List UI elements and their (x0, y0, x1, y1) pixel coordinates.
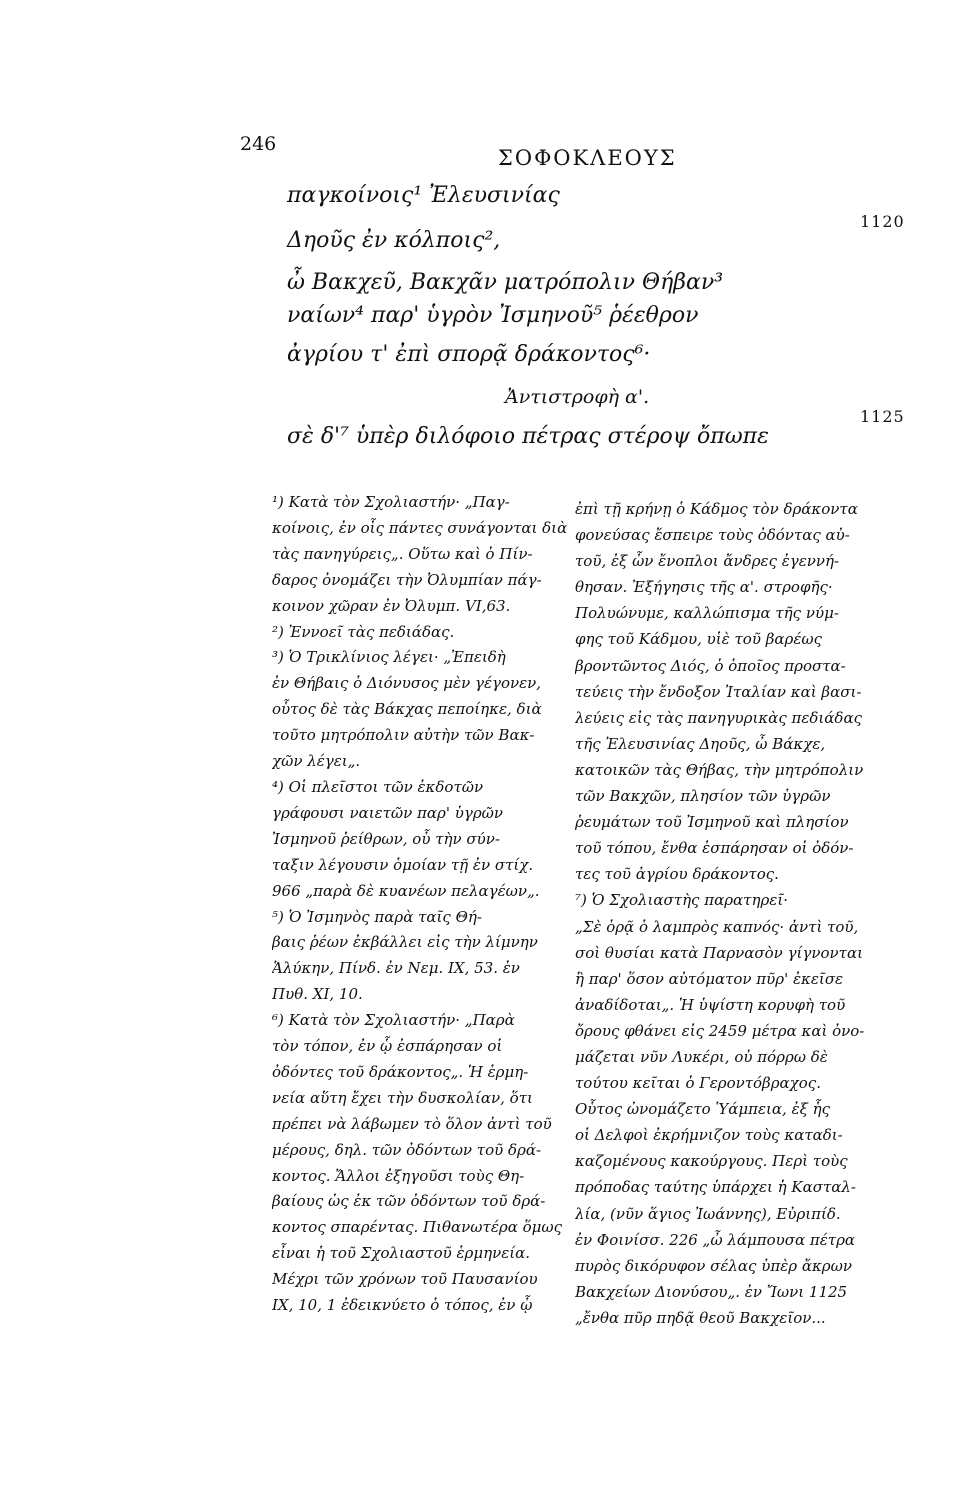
footnote-line: πυρὸς δικόρυφον σέλας ὑπὲρ ἄκρων (575, 1256, 852, 1275)
footnote-line: νεία αὕτη ἔχει τὴν δυσκολίαν, ὅτι (272, 1088, 533, 1107)
footnote-line: ³) Ὁ Τρικλίνιος λέγει· „Ἐπειδὴ (272, 648, 506, 667)
footnote-line: λεύεις εἰς τὰς πανηγυρικὰς πεδιάδας (575, 708, 862, 727)
verse-line: σὲ δ'⁷ ὑπὲρ διλόφοιο πέτρας στέροψ ὄπωπε (287, 424, 769, 449)
footnote-line: ⁷) Ὁ Σχολιαστὴς παρατηρεῖ· (575, 891, 788, 910)
footnote-line: Πυθ. XI, 10. (272, 985, 363, 1004)
footnote-line: εἶναι ἡ τοῦ Σχολιαστοῦ ἑρμηνεία. (272, 1244, 531, 1263)
footnote-line: ὀδόντες τοῦ δράκοντος„. Ἡ ἑρμη- (272, 1062, 529, 1081)
footnote-line: καζομένους κακούργους. Περὶ τοὺς (575, 1152, 848, 1171)
footnote-line: τεύεις τὴν ἔνδοξον Ἰταλίαν καὶ βασι- (575, 682, 862, 701)
footnote-line: κοντος. Ἄλλοι ἐξηγοῦσι τοὺς Θη- (272, 1166, 525, 1185)
footnote-line: ἐν Φοινίσσ. 226 „ὦ λάμπουσα πέτρα (575, 1230, 856, 1249)
footnote-line: κοίνοις, ἐν οἷς πάντες συνάγονται διὰ (272, 518, 568, 537)
footnote-line: χῶν λέγει„. (272, 752, 361, 771)
footnote-line: τὸν τόπον, ἐν ᾧ ἐσπάρησαν οἱ (272, 1037, 503, 1056)
footnote-line: πρέπει νὰ λάβωμεν τὸ ὅλον ἀντὶ τοῦ (272, 1114, 552, 1133)
footnote-line: τῶν Βακχῶν, πλησίον τῶν ὑγρῶν (575, 787, 831, 806)
footnote-line: λία, (νῦν ἅγιος Ἰωάννης), Εὐριπίδ. (575, 1204, 841, 1223)
footnote-line: τοῦ, ἐξ ὧν ἔνοπλοι ἄνδρες ἐγεννή- (575, 552, 840, 571)
footnotes-right-column (575, 496, 905, 1331)
footnote-line: οὗτος δὲ τὰς Βάκχας πεποίηκε, διὰ (272, 700, 542, 719)
footnote-line: βαίους ὡς ἐκ τῶν ὀδόντων τοῦ δρά- (272, 1192, 546, 1211)
verse-line: ὦ Βακχεῦ, Βακχᾶν ματρόπολιν Θήβαν³ (287, 270, 724, 295)
verse-line: ναίων⁴ παρ' ὑγρὸν Ἰσμηνοῦ⁵ ῥέεθρον (287, 303, 699, 328)
footnote-line: ἐν Θήβαις ὁ Διόνυσος μὲν γέγονεν, (272, 674, 542, 693)
footnote-line: Οὗτος ὠνομάζετο Ὑάμπεια, ἐξ ἧς (575, 1100, 831, 1119)
footnote-line: κοινον χῶραν ἐν Ὀλυμπ. VI,63. (272, 596, 511, 615)
page-number: 246 (240, 133, 277, 155)
verse-line: ἀγρίου τ' ἐπὶ σπορᾷ δράκοντος⁶· (287, 342, 651, 367)
footnote-line: τες τοῦ ἀγρίου δράκοντος. (575, 865, 779, 884)
footnote-line: ἢ παρ' ὅσον αὐτόματον πῦρ' ἐκεῖσε (575, 969, 844, 988)
footnote-line: βαις ῥέων ἐκβάλλει εἰς τὴν λίμνην (272, 933, 538, 952)
footnote-line: μάζεται νῦν Λυκέρι, οὐ πόρρω δὲ (575, 1047, 828, 1066)
section-heading: Ἀντιστροφὴ α'. (505, 386, 650, 408)
footnote-line: φονεύσας ἔσπειρε τοὺς ὀδόντας αὐ- (575, 526, 850, 545)
running-head: ΣΟΦΟΚΛΕΟΥΣ (498, 146, 677, 170)
line-number: 1120 (860, 212, 905, 231)
footnote-line: τὰς πανηγύρεις„. Οὕτω καὶ ὁ Πίν- (272, 544, 533, 563)
footnote-line: ῥευμάτων τοῦ Ἰσμηνοῦ καὶ πλησίον (575, 813, 849, 832)
footnote-line: „Σὲ ὁρᾷ ὁ λαμπρὸς καπνός· ἀντὶ τοῦ, (575, 917, 859, 936)
footnote-line: ²) Ἐννοεῖ τὰς πεδιάδας. (272, 622, 455, 641)
footnote-line: γράφουσι ναιετῶν παρ' ὑγρῶν (272, 803, 503, 822)
footnote-line: Ἰσμηνοῦ ῥείθρων, οὗ τὴν σύν- (272, 829, 500, 848)
footnote-line: βροντῶντος Διός, ὁ ὁποῖος προστα- (575, 656, 846, 675)
footnote-line: Ἁλύκην, Πίνδ. ἐν Νεμ. IX, 53. ἐν (272, 959, 520, 978)
footnote-line: Πολυώνυμε, καλλώπισμα τῆς νύμ- (575, 604, 839, 623)
line-number: 1125 (860, 407, 905, 426)
footnote-line: ⁶) Κατὰ τὸν Σχολιαστήν· „Παρὰ (272, 1011, 515, 1030)
footnote-line: τούτου κεῖται ὁ Γεροντόβραχος. (575, 1074, 821, 1093)
footnote-line: τοῦ τόπου, ἔνθα ἐσπάρησαν οἱ ὀδόν- (575, 839, 854, 858)
footnote-line: ἀναδίδοται„. Ἡ ὑψίστη κορυφὴ τοῦ (575, 995, 846, 1014)
verse-line: παγκοίνοις¹ Ἐλευσινίας (287, 183, 560, 208)
footnote-line: ⁴) Οἱ πλεῖστοι τῶν ἐκδοτῶν (272, 777, 484, 796)
footnotes-left-column (272, 490, 602, 1319)
footnote-line: πρόποδας ταύτης ὑπάρχει ἡ Κασταλ- (575, 1178, 856, 1197)
footnote-line: κοντος σπαρέντας. Πιθανωτέρα ὅμως (272, 1218, 563, 1237)
footnote-line: ὄρους φθάνει εἰς 2459 μέτρα καὶ ὀνο- (575, 1021, 865, 1040)
footnote-line: Βακχείων Διονύσου„. ἐν Ἴωνι 1125 (575, 1282, 848, 1301)
footnote-line: δαρος ὀνομάζει τὴν Ὀλυμπίαν πάγ- (272, 570, 542, 589)
footnote-line: οἱ Δελφοὶ ἐκρήμνιζον τοὺς καταδι- (575, 1126, 843, 1145)
footnote-line: κατοικῶν τὰς Θήβας, τὴν μητρόπολιν (575, 760, 864, 779)
footnote-line: IX, 10, 1 ἐδεικνύετο ὁ τόπος, ἐν ᾧ (272, 1296, 533, 1315)
footnote-line: ἐπὶ τῇ κρήνῃ ὁ Κάδμος τὸν δράκοντα (575, 500, 858, 518)
footnote-line: Μέχρι τῶν χρόνων τοῦ Παυσανίου (272, 1270, 538, 1289)
footnote-line: σοὶ θυσίαι κατὰ Παρνασὸν γίγνονται (575, 943, 863, 962)
footnote-line: ¹) Κατὰ τὸν Σχολιαστήν· „Παγ- (272, 493, 510, 511)
footnote-line: ταξιν λέγουσιν ὁμοίαν τῇ ἐν στίχ. (272, 855, 534, 874)
footnote-line: ⁵) Ὁ Ἰσμηνὸς παρὰ ταῖς Θή- (272, 907, 482, 926)
footnote-line: 966 „παρὰ δὲ κυανέων πελαγέων„. (272, 881, 540, 900)
footnote-line: τοῦτο μητρόπολιν αὐτὴν τῶν Βακ- (272, 726, 535, 745)
verse-line: Δηοῦς ἐν κόλποις², (287, 228, 501, 253)
footnote-line: θησαν. Ἐξήγησις τῆς α'. στροφῆς· (575, 578, 833, 597)
footnote-line: τῆς Ἐλευσινίας Δηοῦς, ὦ Βάκχε, (575, 734, 826, 753)
footnote-line: φης τοῦ Κάδμου, υἱὲ τοῦ βαρέως (575, 630, 823, 649)
footnote-line: „ἔνθα πῦρ πηδᾷ θεοῦ Βακχεῖον... (575, 1308, 826, 1327)
footnote-line: μέρους, δηλ. τῶν ὀδόντων τοῦ δρά- (272, 1140, 542, 1159)
